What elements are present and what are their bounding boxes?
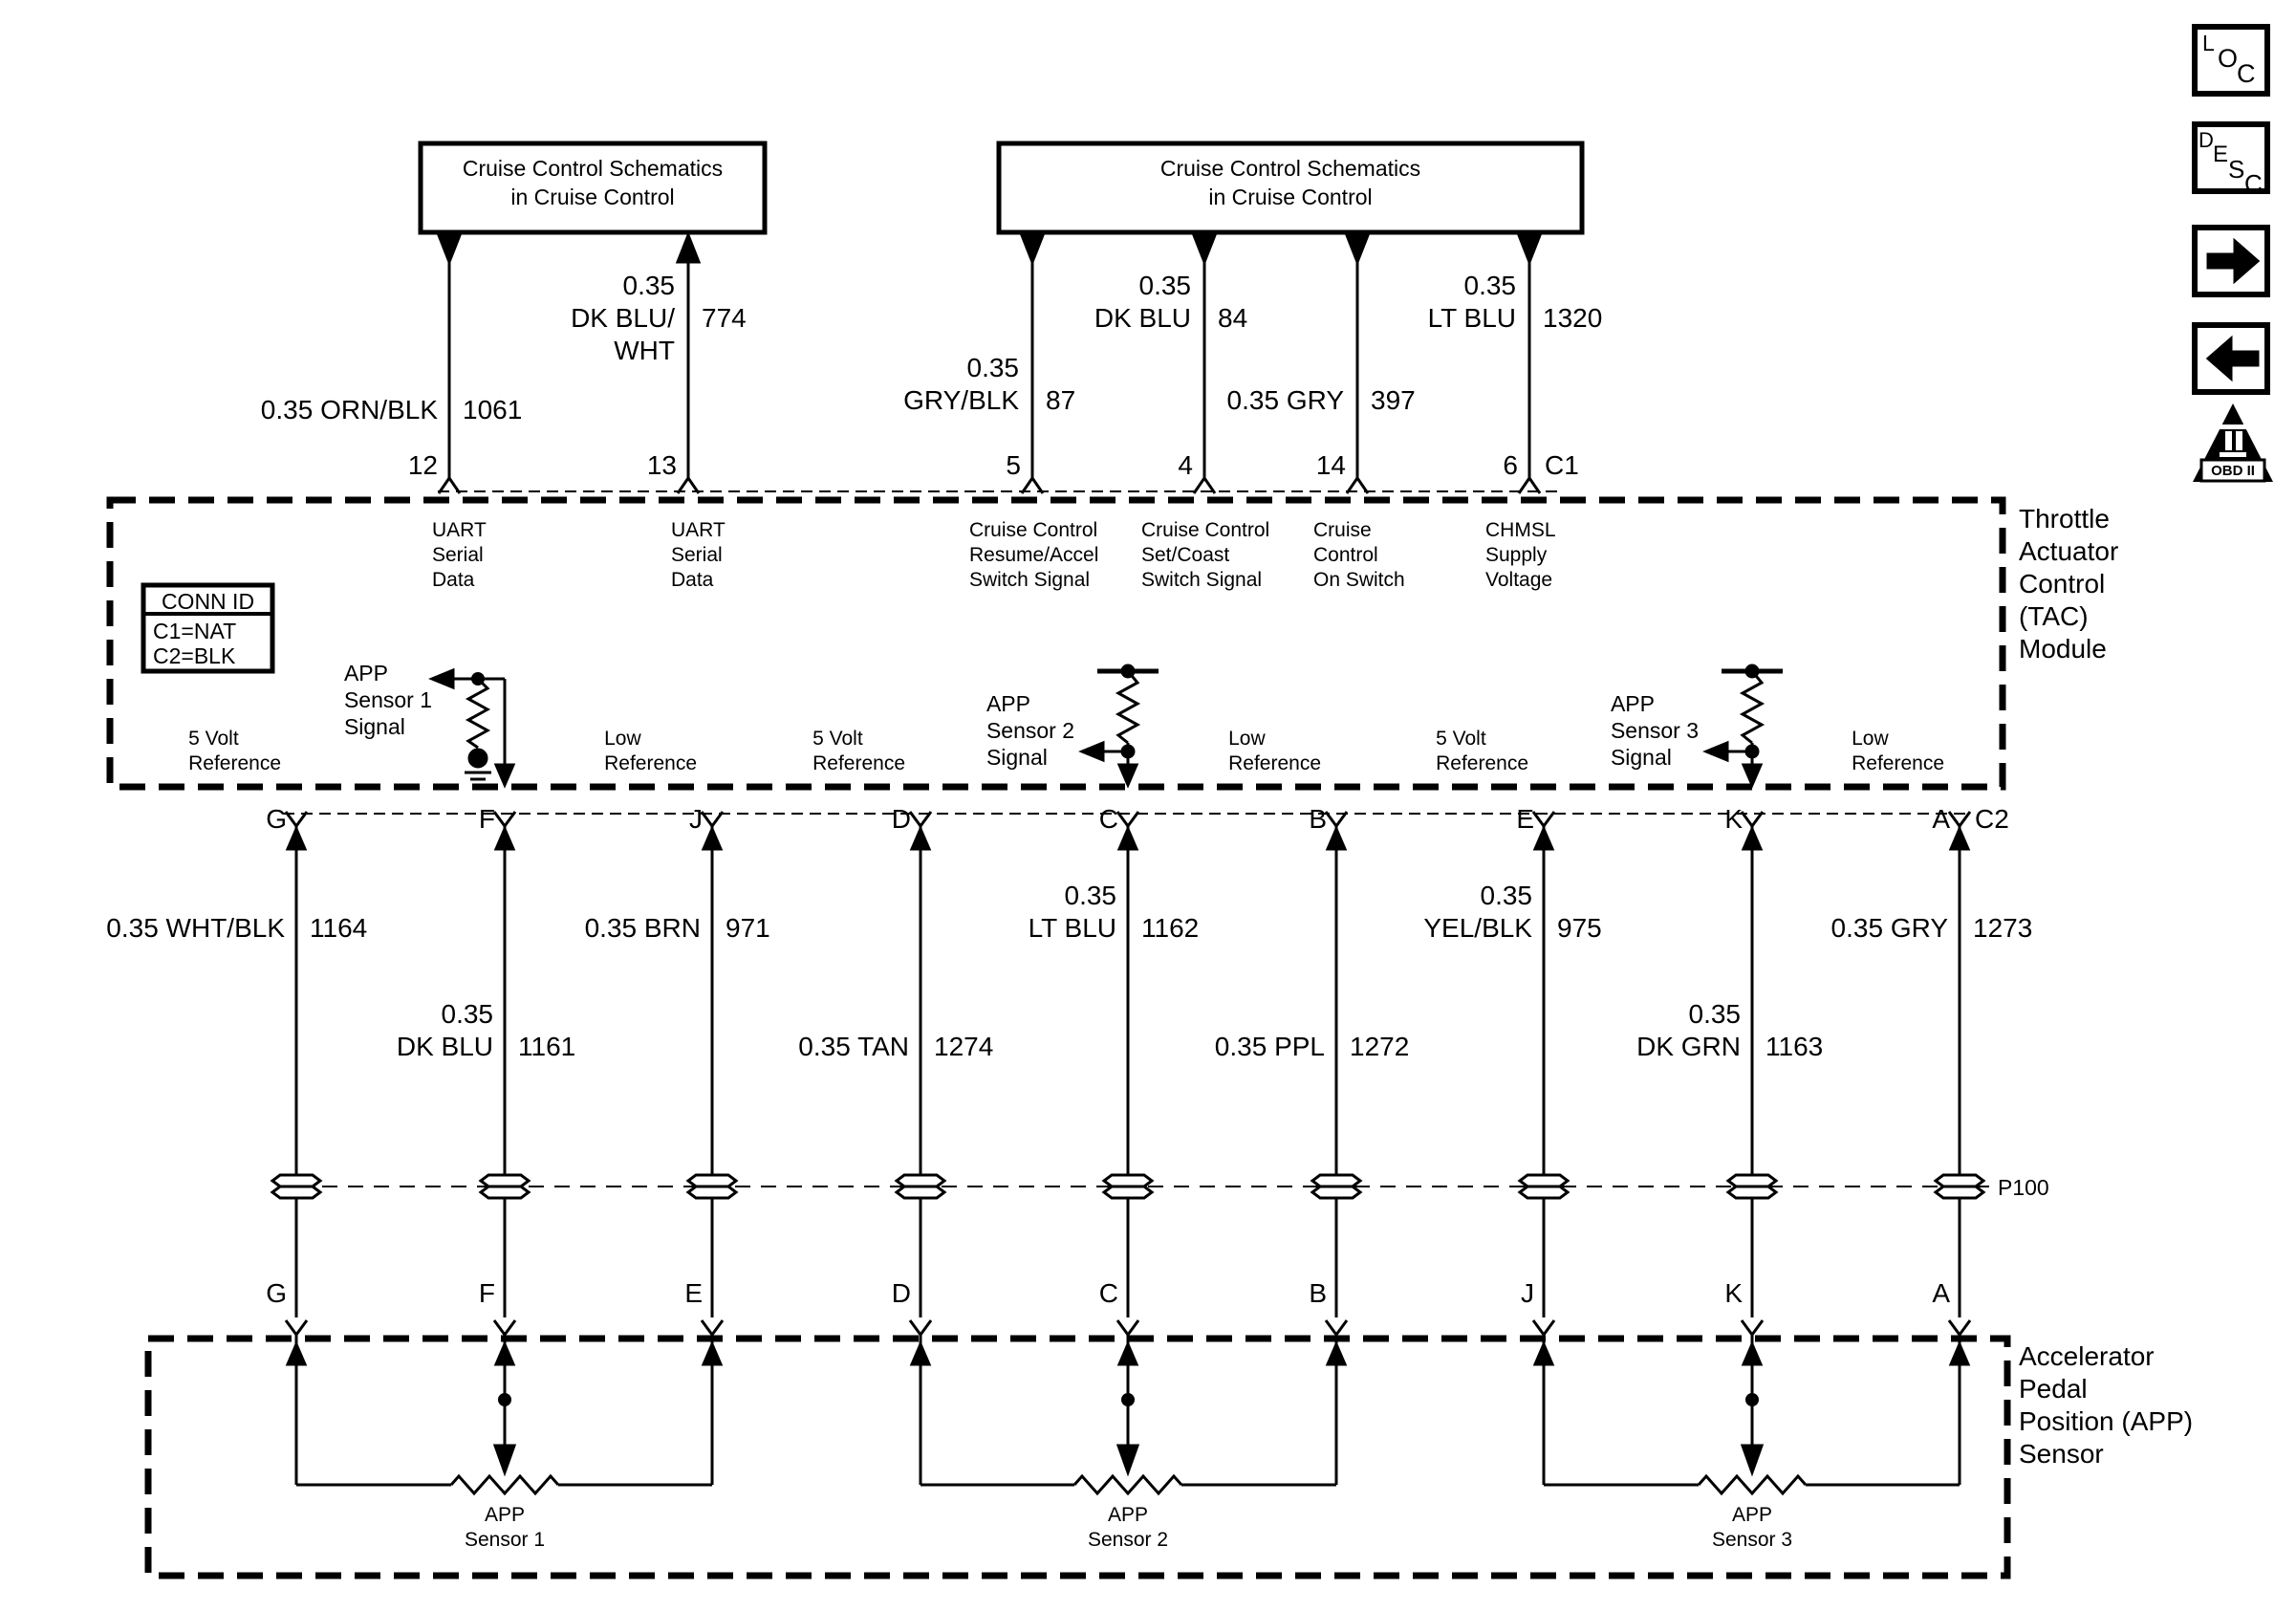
wire-label: 0.35 (1064, 881, 1116, 910)
wiper-arrow-icon (1118, 1446, 1137, 1472)
ref-label-5v: 5 Volt Reference (812, 728, 905, 774)
forward-button[interactable] (2195, 228, 2267, 294)
pin-letter: K (1724, 1278, 1743, 1308)
circuit-number: 397 (1371, 385, 1416, 415)
arrow-up-icon (678, 235, 699, 262)
app-sensor-name: APP Sensor 3 (1711, 1504, 1793, 1551)
pin-letter: A (1932, 1278, 1950, 1308)
wiper-arrow-icon (495, 1446, 514, 1472)
tac-internal-sensor2 (1082, 665, 1159, 785)
app-potentiometer-1 (288, 1335, 721, 1493)
circuit-number: 1272 (1350, 1032, 1410, 1061)
loc-letter: O (2218, 44, 2239, 73)
wire-label: WHT (614, 336, 675, 365)
ref-box-left-line2: in Cruise Control (510, 185, 675, 209)
pin-letter: E (1516, 804, 1534, 834)
tac-internal-sensor3 (1706, 665, 1783, 785)
wire-label: 0.35 (1480, 881, 1532, 910)
pin-letter: D (891, 804, 911, 834)
circuit-number: 1061 (463, 395, 523, 425)
circuit-number: 971 (726, 913, 770, 943)
desc-letter: S (2228, 155, 2245, 184)
internal-signal-label: APP Sensor 1 Signal (343, 661, 432, 739)
circuit-number: 1273 (1973, 913, 2033, 943)
wire-label: 0.35 GRY (1830, 913, 1948, 943)
pin-number: 4 (1178, 450, 1193, 480)
pin-function: CHMSL Supply Voltage (1485, 519, 1556, 591)
pin-letter: J (689, 804, 703, 834)
circuit-number: 975 (1557, 913, 1602, 943)
arrow-down-icon (1194, 235, 1215, 262)
tac-internal-sensor1 (432, 670, 513, 785)
wire-label: 0.35 (1463, 271, 1516, 300)
wire-label: 0.35 (1688, 999, 1741, 1029)
ref-label-low: Low Reference (604, 728, 697, 774)
pin-function: UART Serial Data (671, 519, 726, 591)
pin-function: Cruise Control Resume/Accel Switch Signal (969, 519, 1099, 591)
pin-letter: K (1724, 804, 1743, 834)
pin-number: 6 (1503, 450, 1518, 480)
pin-letter: F (478, 804, 495, 834)
app-sensor-title: Accelerator Pedal Position (APP) Sensor (2019, 1341, 2194, 1469)
wire-label: LT BLU (1028, 913, 1116, 943)
ref-label-5v: 5 Volt Reference (1436, 728, 1528, 774)
wire-label: GRY/BLK (903, 385, 1019, 415)
desc-letter: D (2199, 128, 2214, 152)
harness-wires (296, 826, 1960, 1317)
arrow-down-icon (1744, 765, 1761, 785)
pin-function: Cruise Control Set/Coast Switch Signal (1141, 519, 1270, 591)
app-sensor-name: APP Sensor 2 (1087, 1504, 1169, 1551)
circuit-number: 84 (1218, 303, 1248, 333)
wire-label: 0.35 TAN (798, 1032, 909, 1061)
ref-box-right-line2: in Cruise Control (1208, 185, 1373, 209)
arrow-left-icon (1706, 743, 1727, 760)
pin-letter: J (1521, 1278, 1534, 1308)
app-potentiometer-2 (912, 1335, 1345, 1493)
arrow-down-icon (1519, 235, 1540, 262)
arrow-down-icon (1119, 765, 1137, 785)
circuit-number: 1161 (518, 1032, 576, 1061)
desc-letter: E (2213, 142, 2229, 167)
pin-letter: C (1098, 1278, 1118, 1308)
pin-letter: E (684, 1278, 703, 1308)
pin-number: 5 (1006, 450, 1021, 480)
pin-letter: G (266, 804, 287, 834)
circuit-number: 1162 (1141, 913, 1200, 943)
arrow-left-icon (432, 670, 453, 687)
internal-signal-label: APP Sensor 3 Signal (1610, 691, 1699, 770)
connector-id: C2 (1975, 804, 2009, 834)
wire-label: LT BLU (1427, 303, 1516, 333)
pin-letter: C (1098, 804, 1118, 834)
ref-label-low: Low Reference (1228, 728, 1321, 774)
ref-label-low: Low Reference (1852, 728, 1944, 774)
loc-letter: C (2237, 59, 2256, 88)
pin-letter: A (1932, 804, 1950, 834)
arrow-left-icon (1082, 743, 1103, 760)
pin-number: 13 (646, 450, 677, 480)
pin-letter: B (1309, 804, 1327, 834)
pin-letter: D (891, 1278, 911, 1308)
connector-pin-forks-app (286, 1320, 1970, 1335)
conn-id-row: C2=BLK (153, 643, 236, 668)
circuit-number: 1164 (310, 913, 368, 943)
wire-label: 0.35 (1138, 271, 1191, 300)
tac-module-name: Throttle Actuator Control (TAC) Module (2019, 504, 2119, 664)
conn-id-header: CONN ID (161, 589, 255, 614)
wire-label: 0.35 (622, 271, 675, 300)
ref-label-5v: 5 Volt Reference (188, 728, 281, 774)
circuit-number: 87 (1046, 385, 1076, 415)
app-sensor-name: APP Sensor 1 (464, 1504, 546, 1551)
wire-label: 0.35 ORN/BLK (260, 395, 438, 425)
obd-ii-label: OBD II (2211, 463, 2255, 479)
connector-id: C1 (1545, 450, 1579, 480)
arrow-down-icon (1022, 235, 1043, 262)
wire-label: DK BLU (396, 1032, 493, 1061)
pin-letter: G (266, 1278, 287, 1308)
circuit-number: 774 (702, 303, 747, 333)
circuit-number: 1163 (1765, 1032, 1824, 1061)
wire-label: DK GRN (1636, 1032, 1741, 1061)
loc-letter: L (2202, 31, 2215, 55)
wire-label: DK BLU (1094, 303, 1191, 333)
wiper-arrow-icon (1743, 1446, 1762, 1472)
circuit-number: 1320 (1543, 303, 1603, 333)
ref-box-left-line1: Cruise Control Schematics (462, 156, 724, 181)
wire-label: 0.35 (441, 999, 493, 1029)
pin-function: UART Serial Data (432, 519, 487, 591)
wire-label: 0.35 PPL (1214, 1032, 1325, 1061)
circuit-number: 1274 (934, 1032, 994, 1061)
desc-letter: C (2244, 169, 2263, 198)
app-potentiometer-3 (1535, 1335, 1968, 1493)
wire-label: 0.35 GRY (1226, 385, 1344, 415)
back-button[interactable] (2195, 325, 2267, 392)
ref-box-right-line1: Cruise Control Schematics (1159, 156, 1421, 181)
pin-letter: F (478, 1278, 495, 1308)
splice-label: P100 (1998, 1175, 2049, 1200)
harness-top-arrows (288, 829, 1968, 849)
pin-number: 12 (407, 450, 438, 480)
pin-letter: B (1309, 1278, 1327, 1308)
wire-label: 0.35 (966, 353, 1019, 382)
pin-function: Cruise Control On Switch (1313, 519, 1405, 591)
arrow-down-icon (439, 235, 460, 262)
wire-label: DK BLU/ (571, 303, 675, 333)
wire-label: 0.35 WHT/BLK (106, 913, 285, 943)
conn-id-row: C1=NAT (153, 619, 237, 643)
arrow-down-icon (1347, 235, 1368, 262)
pin-number: 14 (1315, 450, 1346, 480)
arrow-down-icon (496, 765, 513, 785)
wire-label: 0.35 BRN (584, 913, 701, 943)
internal-signal-label: APP Sensor 2 Signal (986, 691, 1074, 770)
wire-label: YEL/BLK (1423, 913, 1532, 943)
